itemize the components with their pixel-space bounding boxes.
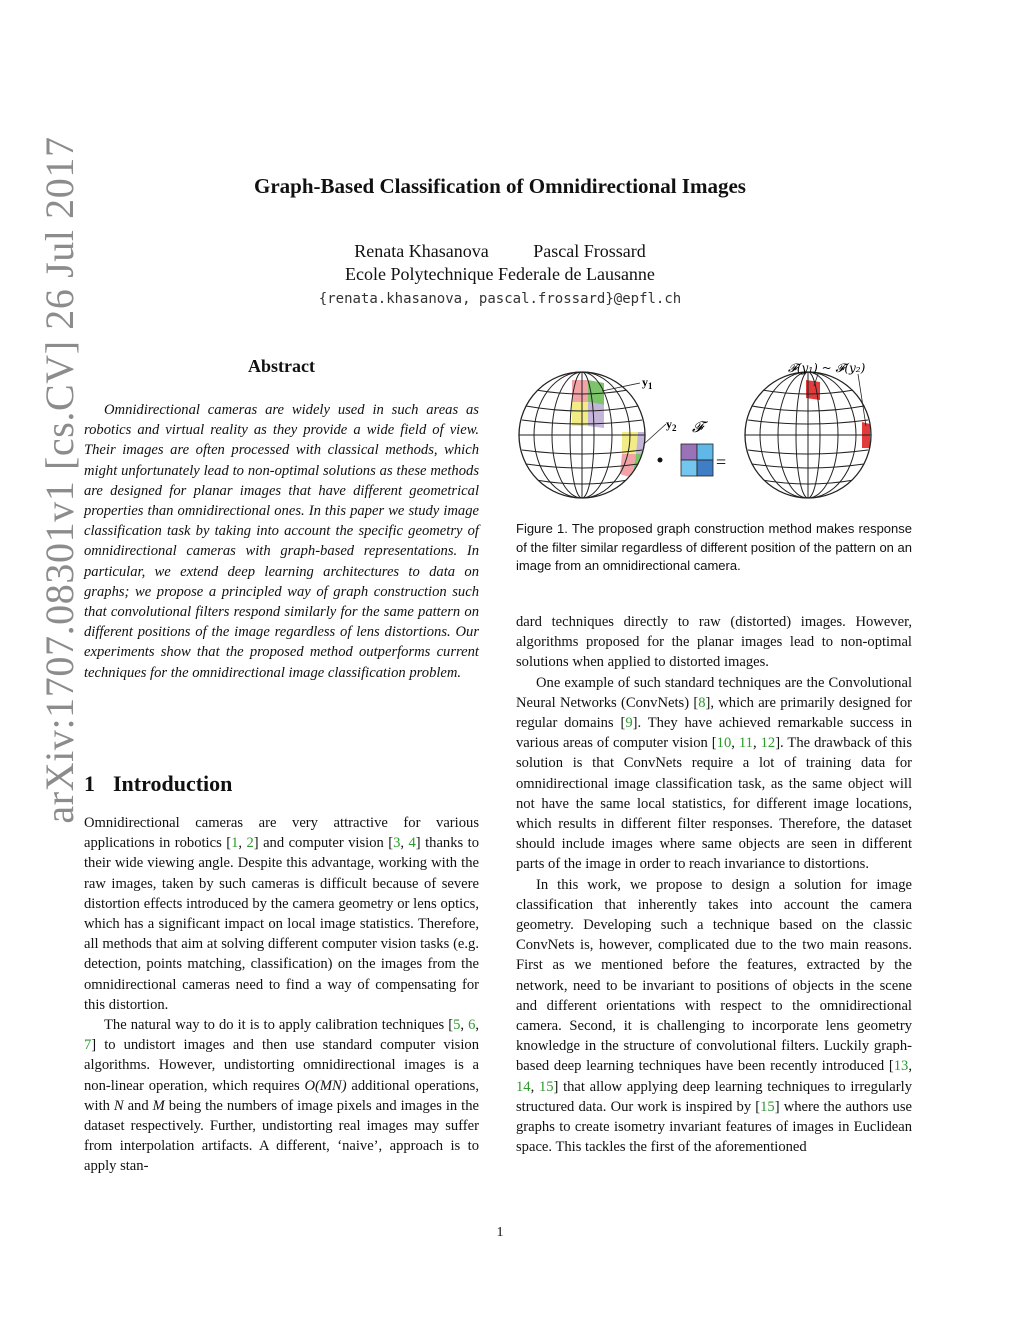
citation-link[interactable]: 4 bbox=[408, 835, 416, 852]
citation-link[interactable]: 12 bbox=[760, 735, 776, 752]
citation-link[interactable]: 9 bbox=[625, 715, 633, 732]
right-paragraph-1: dard techniques directly to raw (distorted) images. However, algorithms proposed for the planar images lead to non-optimal solutions when applied to distorted images. bbox=[516, 614, 912, 671]
label-y1: $y_1$ bbox=[642, 375, 653, 391]
citation-link[interactable]: 15 bbox=[538, 1078, 554, 1095]
citation-link[interactable]: 15 bbox=[760, 1098, 775, 1115]
citation-link[interactable]: 11 bbox=[738, 735, 753, 752]
patch-pink-top bbox=[572, 380, 588, 402]
page-number: 1 bbox=[496, 1225, 504, 1240]
figure-1-graphic bbox=[506, 350, 916, 510]
citation-link[interactable]: 7 bbox=[84, 1037, 92, 1054]
arxiv-stamp: arXiv:1707.08301v1 [cs.CV] 26 Jul 2017 bbox=[37, 136, 82, 824]
abstract-paragraph: Omnidirectional cameras are widely used in such areas as robotics and virtual reality as they provide a wide field of view. Their images are often processed with classical methods, which might unfortunately lead to non-optimal solutions as these methods are designed for planar images that have different geometrical properties than omnidirectional ones. In this paper we study image classification task by taking into account the specific geometry of omnidirectional cameras with graph-based representations. In particular, we extend deep learning architectures to data on graphs; we propose a principled way of graph construction such that convolutional filters respond similarly for the same pattern on different positions of the image regardless of lens distortions. Our experiments show that the proposed method outperforms current techniques for the omnidirectional image classification problem. bbox=[84, 402, 479, 681]
label-filter: 𝓕 bbox=[692, 418, 704, 436]
label-y2: $y_2$ bbox=[666, 417, 677, 433]
author-list bbox=[0, 241, 1000, 262]
right-column-body bbox=[516, 612, 912, 1157]
math-expression: O(MN) bbox=[304, 1077, 347, 1094]
citation-link[interactable]: 10 bbox=[716, 735, 732, 752]
section-title: Introduction bbox=[113, 771, 233, 796]
abstract-heading: Abstract bbox=[248, 356, 315, 376]
label-equivalence: 𝓕(y₁) ~ 𝓕(y₂) bbox=[788, 361, 866, 375]
abstract-text bbox=[84, 400, 479, 683]
left-column-body bbox=[84, 813, 479, 1177]
citation-link[interactable]: 5 bbox=[453, 1017, 461, 1034]
citation-link[interactable]: 1 bbox=[231, 835, 239, 852]
sphere-right bbox=[745, 372, 871, 498]
citation-link[interactable]: 8 bbox=[698, 694, 706, 711]
sphere-left bbox=[519, 372, 646, 498]
right-paragraph-2: One example of such standard techniques are the Convolutional Neural Networks (ConvNets) [8], which are primarily designed for regular domains [9]. They have achieved remarkable success in various areas of computer vision [10, 11, 12]. The drawback of this solution is that ConvNets require a lot of training data for omnidirectional image classification task, as the same object will not have the same local statistics, for different image locations, which results in different filter responses. Therefore, the dataset should include images where same objects are seen in different parts of the image in order to reach invariance to distortions. bbox=[516, 674, 913, 873]
author-email: {renata.khasanova, pascal.frossard}@epfl.ch bbox=[318, 291, 682, 307]
section-number: 1 bbox=[84, 771, 95, 796]
filter-kernel bbox=[681, 444, 713, 476]
right-paragraph-3: In this work, we propose to design a solution for image classification that inherently takes into account the camera geometry. Developing such a technique based on the classic ConvNets is, however, complicated due to the two main reasons. First as we mentioned before the features, extracted by the network, need to be invariant to positions of objects in the scene and different orientations with respect to the omnidirectional camera. Second, it is challenging to incorporate lens geometry knowledge in the structure of convolutional filters. Luckily graph-based deep learning techniques have been recently introduced [13, 14, 15] that allow applying deep learning techniques to irregularly structured data. Our work is inspired by [15] where the authors use graphs to create isometry invariant features of images in Euclidean space. This tackles the first of the aforementioned bbox=[516, 876, 913, 1156]
citation-link[interactable]: 2 bbox=[246, 835, 254, 852]
citation-link[interactable]: 3 bbox=[393, 835, 401, 852]
section-heading-introduction bbox=[84, 771, 232, 797]
operator-dot bbox=[658, 458, 663, 463]
figure-1-caption: Figure 1. The proposed graph construction method makes response of the filter similar regardless of different position of the pattern on an image from an omnidirectional camera. bbox=[516, 521, 912, 573]
citation-link[interactable]: 14 bbox=[516, 1078, 531, 1095]
patch-yellow-top bbox=[572, 402, 588, 426]
paper-title: Graph-Based Classification of Omnidirectional Images bbox=[254, 174, 746, 198]
intro-paragraph-1: Omnidirectional cameras are very attractive for various applications in robotics [1, 2] and computer vision [3, 4] thanks to their wide viewing angle. Despite this advantage, working with the raw images, taken by such cameras is difficult because of severe distortion effects introduced by the camera geometry or lens optics, which has a significant impact on local image statistics. Therefore, all methods that aim at solving different computer vision tasks (e.g. detection, points matching, classification) on the images from the omnidirectional cameras need to find a way of compensating for this distortion. bbox=[84, 815, 479, 1013]
equals-sign: = bbox=[716, 452, 727, 472]
intro-paragraph-2: The natural way to do it is to apply calibration techniques [5, 6, 7] to undistort images and then use standard computer vision algorithms. However, undistorting omnidirectional images is a non-linear operation, which requires O(MN) additional operations, with N and M being the numbers of image pixels and images in the dataset respectively. Further, undistorting real images may suffer from interpolation artifacts. A different, ‘naive’, approach is to apply stan- bbox=[84, 1017, 480, 1175]
math-variable: M bbox=[152, 1097, 165, 1114]
affiliation: Ecole Polytechnique Federale de Lausanne bbox=[345, 264, 655, 284]
citation-link[interactable]: 13 bbox=[893, 1058, 909, 1075]
author-1: Renata Khasanova bbox=[354, 241, 489, 261]
author-2: Pascal Frossard bbox=[533, 241, 646, 261]
citation-link[interactable]: 6 bbox=[468, 1017, 476, 1034]
math-variable: N bbox=[113, 1097, 124, 1114]
